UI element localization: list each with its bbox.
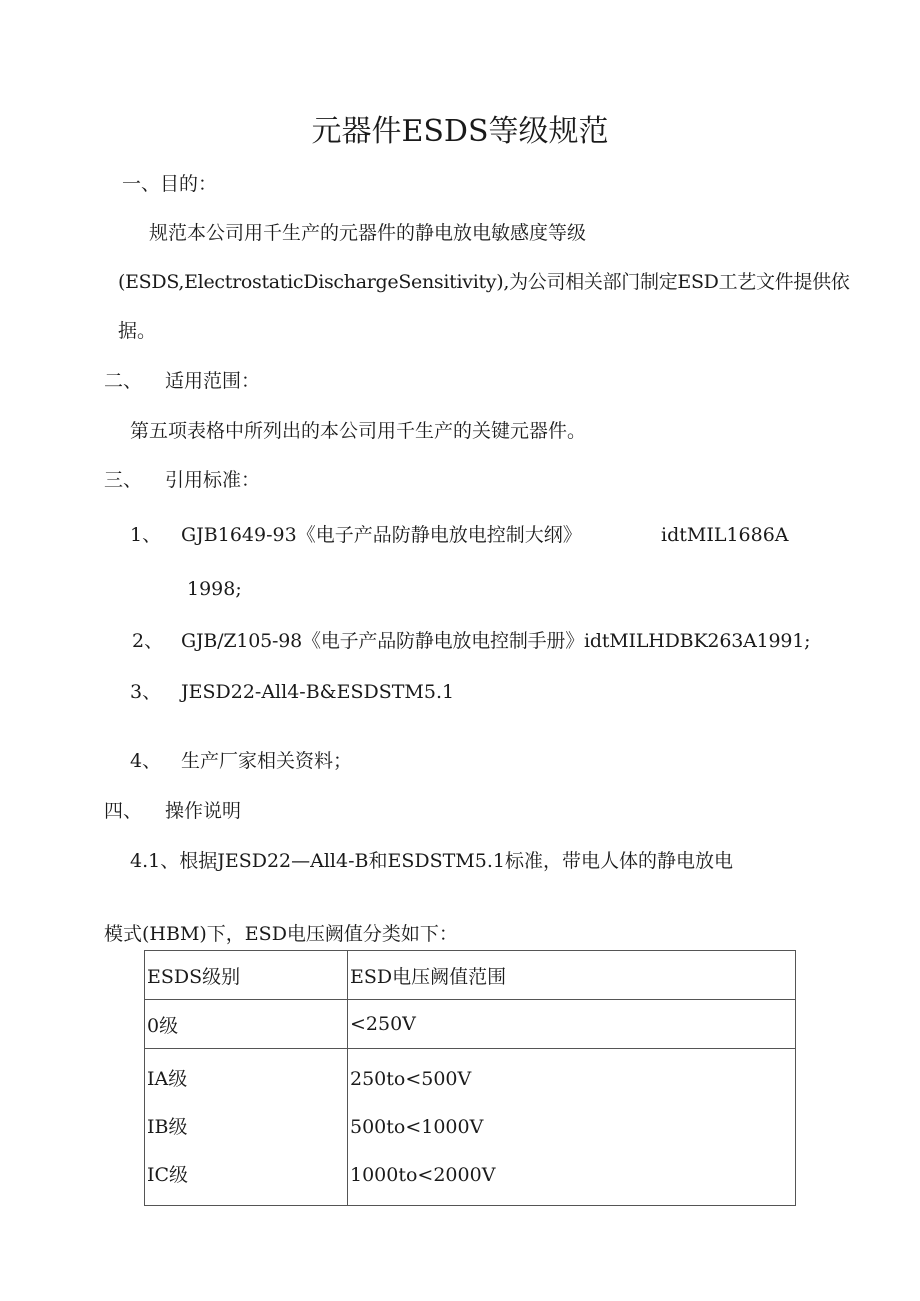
- table-cell-range: <250V: [348, 1000, 796, 1049]
- reference-2-text: GJB/Z105-98《电子产品防静电放电控制手册》idtMILHDBK263A1991;: [181, 630, 811, 652]
- reference-3-text: JESD22-All4-B&ESDSTM5.1: [181, 681, 455, 703]
- table-cell-range-group: [348, 1049, 796, 1206]
- reference-1-text: GJB1649-93《电子产品防静电放电控制大纲》: [181, 524, 582, 546]
- table-cell-range: 1000to<2000V: [350, 1164, 496, 1186]
- table-cell-level: IC级: [147, 1164, 189, 1186]
- table-header-level: ESDS级别: [145, 951, 348, 1000]
- reference-1-continuation: 1998;: [187, 578, 242, 600]
- reference-4-text: 生产厂家相关资料；: [181, 750, 353, 772]
- table-row: [145, 1049, 796, 1206]
- operation-text-line-1: 4.1、根据JESD22—All4-B和ESDSTM5.1标准，带电人体的静电放电: [130, 850, 733, 872]
- table-cell-range: 500to<1000V: [350, 1116, 484, 1138]
- table-header-row: [145, 951, 796, 1000]
- scope-number: 二、: [104, 370, 143, 392]
- reference-4-number: 4、: [130, 750, 162, 772]
- table-cell-level: 0级: [145, 1000, 348, 1049]
- operation-heading: 操作说明: [165, 800, 242, 822]
- operation-text-line-2: 模式(HBM)下，ESD电压阙值分类如下：: [104, 923, 458, 945]
- table-cell-level: IB级: [147, 1116, 188, 1138]
- purpose-text-line-1: 规范本公司用千生产的元器件的静电放电敏感度等级: [149, 222, 587, 244]
- reference-1-number: 1、: [130, 524, 162, 546]
- table-cell-level: IA级: [147, 1068, 188, 1090]
- esds-level-table: [144, 950, 796, 1206]
- purpose-text-line-3: 据。: [118, 320, 157, 342]
- purpose-heading: 一、目的：: [122, 173, 218, 195]
- scope-heading: 适用范围：: [165, 370, 261, 392]
- page-title: 元器件ESDS等级规范: [311, 114, 609, 149]
- scope-text: 第五项表格中所列出的本公司用千生产的关键元器件。: [130, 420, 587, 442]
- reference-2-number: 2、: [132, 630, 164, 652]
- table-header-range: ESD电压阙值范围: [348, 951, 796, 1000]
- reference-1-extra: idtMIL1686A: [661, 524, 789, 546]
- references-heading: 引用标准：: [165, 469, 261, 491]
- purpose-text-line-2: (ESDS,ElectrostaticDischargeSensitivity),为公司相关部门制定ESD工艺文件提供依: [118, 271, 850, 293]
- table-cell-range: 250to<500V: [350, 1068, 472, 1090]
- references-number: 三、: [104, 469, 143, 491]
- operation-number: 四、: [104, 800, 143, 822]
- table-row: [145, 1000, 796, 1049]
- reference-3-number: 3、: [130, 681, 162, 703]
- table-cell-level-group: [145, 1049, 348, 1206]
